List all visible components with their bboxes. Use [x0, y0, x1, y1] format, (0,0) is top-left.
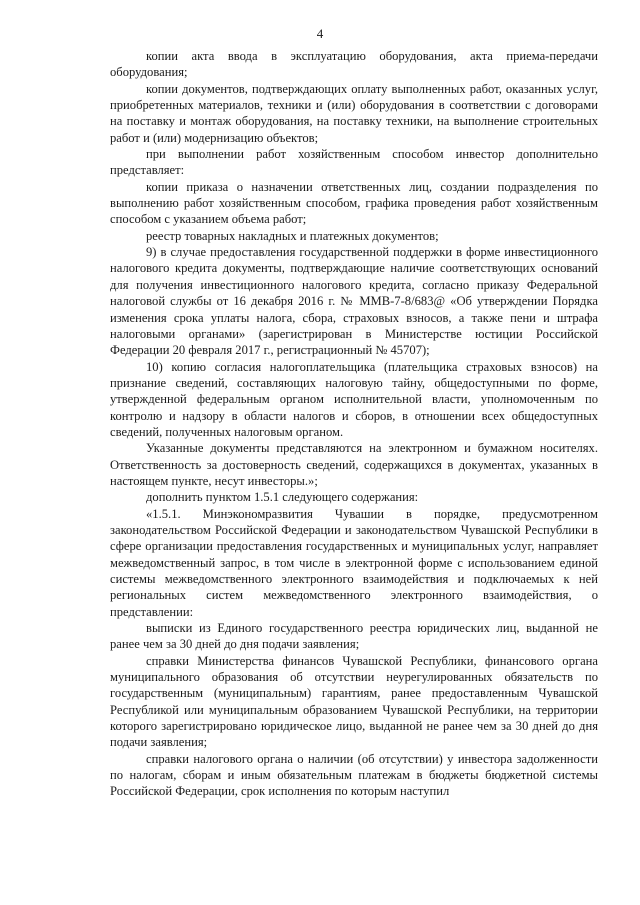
paragraph-item-9: 9) в случае предоставления государственной поддержки в форме инвестиционного налогового кредита документы, подтверждающие наличие соответствующих оснований для получения инвестиционного налогового кредита, согласно приказу Федеральной налоговой службы от 16 декабря 2016 г. № ММВ-7-8/683@ «Об утверждении Порядка изменения срока уплаты налога, сбора, страховых взносов, а также пени и штрафа налоговыми органами» (зарегистрирован в Министерстве юстиции Российской Федерации 20 февраля 2017 г., регистрационный № 45707);	[110, 245, 598, 358]
paragraph-finance-certificate: справки Министерства финансов Чувашской Республики, финансового органа муниципального образования об отсутствии неурегулированных обязательств по государственным (муниципальным) гарантиям, ранее предоставленным Чувашской Республикой или муниципальным образованием Чувашской Республики, на территории которого зарегистрировано юридическое лицо, выданной не ранее чем за 30 дней до дня подачи заявления;	[110, 653, 598, 750]
paragraph-submission-form: Указанные документы представляются на электронном и бумажном носителях. Ответственность за достоверность сведений, содержащихся в документах, указанных в настоящем пункте, несут инвесторы.»;	[110, 441, 598, 488]
paragraph-invoice-register: реестр товарных накладных и платежных документов;	[146, 228, 439, 243]
page-number: 4	[316, 26, 324, 41]
paragraph-item-10: 10) копию согласия налогоплательщика (плательщика страховых взносов) на признание сведений, составляющих налоговую тайну, общедоступными по форме, утвержденной федеральным органом исполнительной власти, уполномоченным по контролю и надзору в области налогов и сборов, в отношении всех общедоступных сведений, полученных налоговым органом.	[110, 359, 598, 439]
document-body	[110, 48, 598, 800]
paragraph-point-1-5-1: «1.5.1. Минэкономразвития Чувашии в порядке, предусмотренном законодательством Российской Федерации и законодательством Чувашской Республики в сфере организации предоставления государственных и муниципальных услуг, направляет межведомственный запрос, в том числе в электронной форме с использованием единой системы межведомственного электронного взаимодействия и подключаемых к ней региональных систем межведомственного электронного взаимодействия, о представлении:	[110, 506, 598, 619]
paragraph-registry-extract: выписки из Единого государственного реестра юридических лиц, выданной не ранее чем за 30 дней до дня подачи заявления;	[110, 621, 598, 652]
paragraph-order-copies: копии приказа о назначении ответственных лиц, создании подразделения по выполнению работ хозяйственным способом, графика проведения работ хозяйственным способом с указанием объема работ;	[110, 179, 598, 227]
paragraph-act-copies: копии акта ввода в эксплуатацию оборудования, акта приема-передачи оборудования;	[110, 49, 598, 80]
paragraph-payment-documents: копии документов, подтверждающих оплату выполненных работ, оказанных услуг, приобретенных материалов, техники и (или) оборудования в соответствии с договорами на поставку и монтаж оборудования, на поставку техники, на выполнение строительных работ и (или) модернизацию объектов;	[110, 81, 598, 145]
paragraph-own-method-intro: при выполнении работ хозяйственным способом инвестор дополнительно представляет:	[110, 147, 598, 178]
paragraph-add-point: дополнить пунктом 1.5.1 следующего содержания:	[146, 490, 419, 505]
paragraph-tax-certificate: справки налогового органа о наличии (об отсутствии) у инвестора задолженности по налогам, сборам и иным обязательным платежам в бюджеты бюджетной системы Российской Федерации, срок исполнения по которым наступил	[110, 751, 598, 799]
